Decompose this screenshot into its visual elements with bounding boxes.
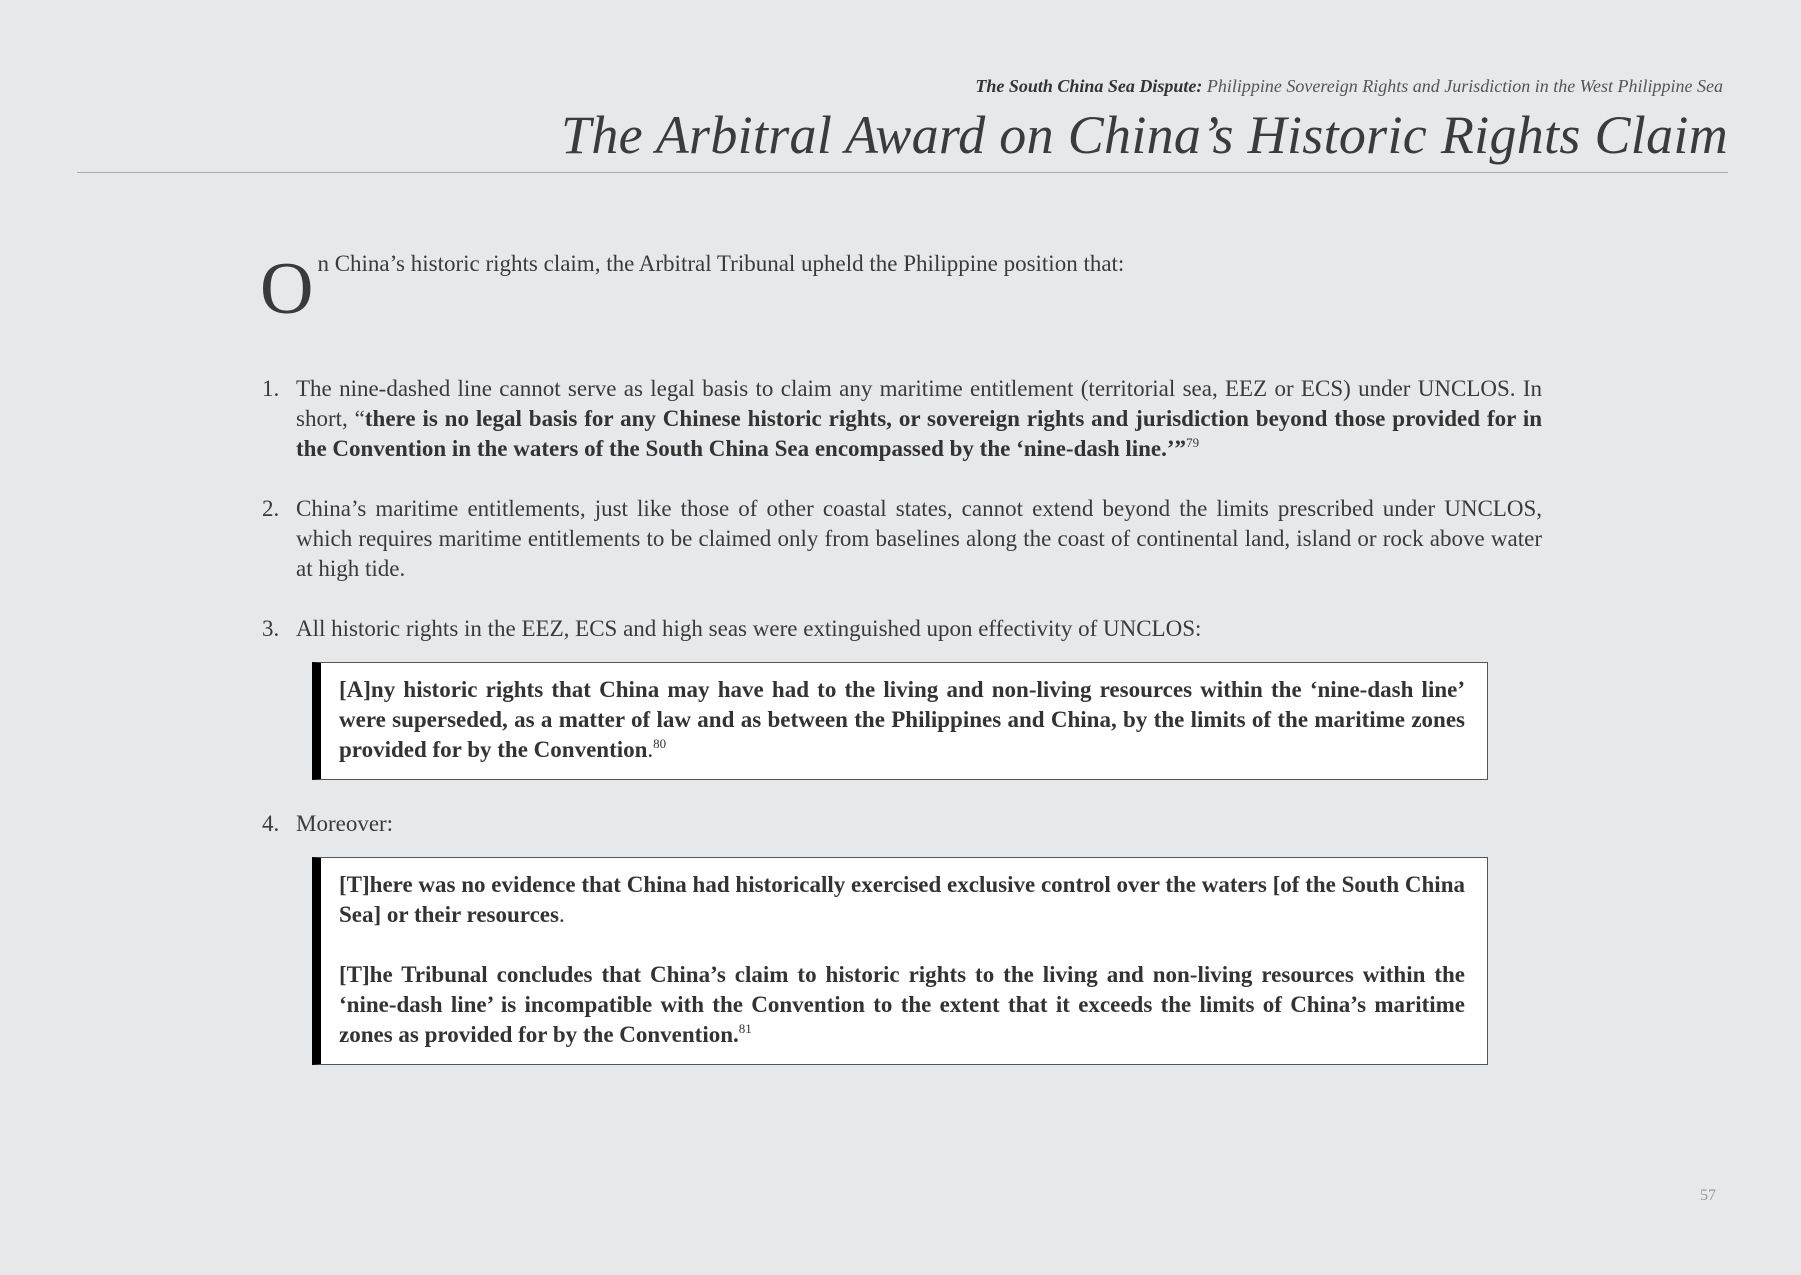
list-item	[262, 494, 1542, 584]
quote-end: .	[558, 902, 565, 927]
item-number: 2.	[262, 496, 280, 521]
series-title: The South China Sea Dispute:	[975, 76, 1203, 96]
page-number: 57	[1700, 1187, 1716, 1204]
item-number: 1.	[262, 376, 280, 401]
intro-text: n China’s historic rights claim, the Arbitral Tribunal upheld the Philippine position that:	[317, 251, 1125, 276]
quote-paragraph	[339, 960, 1465, 1050]
item-text-plain: The nine-dashed line cannot serve as legal basis to claim any maritime entitlement (territorial sea, EEZ or ECS) under UNCLOS. In short, “	[296, 376, 1542, 431]
item-text: Moreover:	[296, 811, 394, 836]
list-item	[262, 614, 1542, 644]
block-quote	[312, 857, 1488, 1065]
footnote-ref: 81	[738, 1021, 752, 1036]
quote-paragraph	[339, 870, 1465, 930]
series-subtitle: Philippine Sovereign Rights and Jurisdiction in the West Philippine Sea	[1206, 76, 1723, 96]
findings-list	[262, 374, 1542, 1094]
quote-text: [T]he Tribunal concludes that China’s claim to historic rights to the living and non-living resources within the ‘nine-dash line’ is incompatible with the Convention to the extent that it exceeds the limits of China’s maritime zones as provided for by the Convention.	[339, 962, 1465, 1047]
item-number: 4.	[262, 811, 280, 836]
drop-cap: O	[260, 248, 314, 330]
footnote-ref: 80	[653, 736, 667, 751]
block-quote	[312, 662, 1488, 780]
quote-paragraph	[339, 675, 1465, 765]
page-title: The Arbitral Award on China’s Historic Rights Claim	[561, 105, 1728, 165]
item-text	[296, 374, 1542, 464]
title-divider	[77, 172, 1728, 173]
quote-text: [T]here was no evidence that China had historically exercised exclusive control over the waters [of the South China Sea] or their resources	[339, 872, 1465, 927]
running-header	[975, 76, 1723, 97]
intro-paragraph	[260, 248, 1262, 330]
list-item	[262, 374, 1542, 464]
item-text-bold: there is no legal basis for any Chinese historic rights, or sovereign rights and jurisdiction beyond those provided for in the Convention in the waters of the South China Sea encompassed by the ‘nine-dash line.’”	[296, 406, 1542, 461]
item-number: 3.	[262, 616, 280, 641]
quote-end: .	[647, 737, 654, 762]
list-item	[262, 809, 1542, 839]
item-text: China’s maritime entitlements, just like those of other coastal states, cannot extend beyond the limits prescribed under UNCLOS, which requires maritime entitlements to be claimed only from baselines along the coast of continental land, island or rock above water at high tide.	[296, 496, 1542, 581]
quote-text: [A]ny historic rights that China may have had to the living and non-living resources within the ‘nine-dash line’ were superseded, as a matter of law and as between the Philippines and China, by the limits of the maritime zones provided for by the Convention	[339, 677, 1465, 762]
footnote-ref: 79	[1186, 435, 1200, 450]
item-text: All historic rights in the EEZ, ECS and high seas were extinguished upon effectivity of UNCLOS:	[296, 616, 1202, 641]
